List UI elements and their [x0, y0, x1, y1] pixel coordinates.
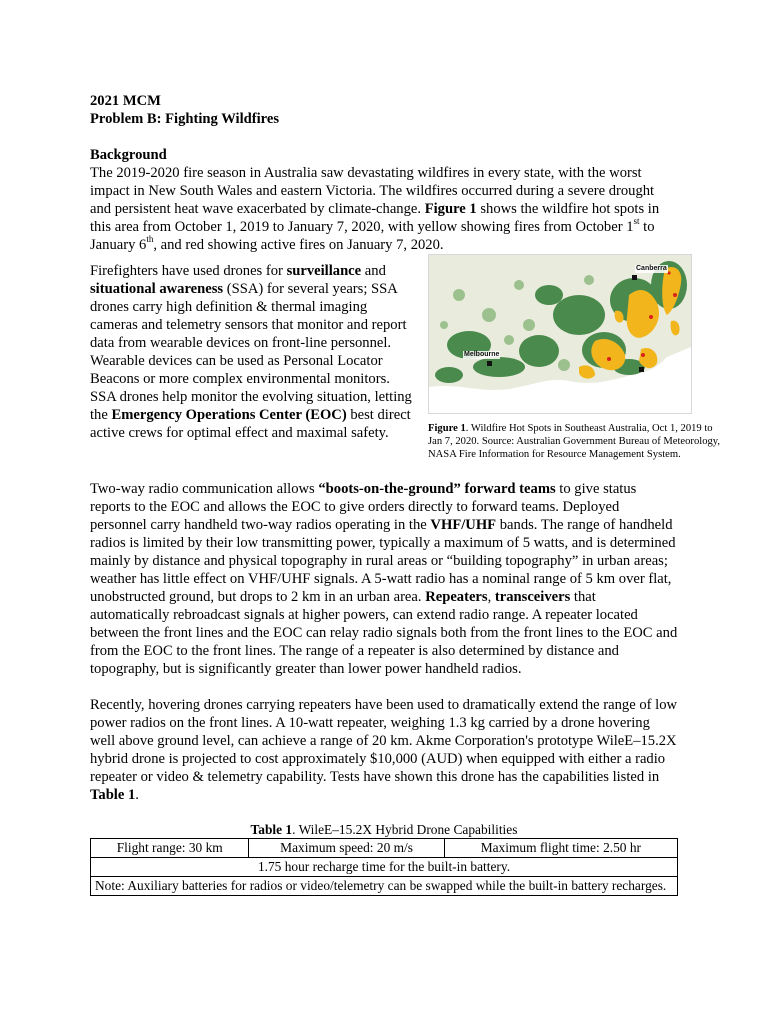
table-cell: Maximum flight time: 2.50 hr: [444, 839, 677, 858]
map-label-canberra: Canberra: [636, 265, 667, 272]
problem-title: Problem B: Fighting Wildfires: [90, 111, 280, 127]
ssa-paragraph: Firefighters have used drones for surveillance and situational awareness (SSA) for several years; SSA drones carry high definition & thermal imaging cameras and telemetry sensors that monitor and report data from wearable devices on front-line personnel. Wearable devices can be used as Personal Locator Beacons or more complex environmental monitors. SSA drones help monitor the evolving situation, letting the Emergency Operations Center (EOC) best direct active crews for optimal effect and maximal safety.: [90, 263, 412, 441]
wildfire-map: [428, 254, 692, 414]
table-row: [91, 858, 678, 877]
table-row: [91, 877, 678, 896]
ssa-section: [90, 254, 721, 480]
figure-1: [428, 254, 720, 461]
table-cell: 1.75 hour recharge time for the built-in battery.: [91, 858, 678, 877]
table-cell: Flight range: 30 km: [91, 839, 249, 858]
background-paragraph: The 2019-2020 fire season in Australia saw devastating wildfires in every state, with the worst impact in New South Wales and eastern Victoria. The wildfires occurred during a severe drought and persistent heat wave exacerbated by climate-change. Figure 1 shows the wildfire hot spots in this area from October 1, 2019 to January 7, 2020, with yellow showing fires from October 1st to January 6th, and red showing active fires on January 7, 2020.: [90, 165, 660, 253]
figure-caption: Figure 1. Wildfire Hot Spots in Southeast Australia, Oct 1, 2019 to Jan 7, 2020. Source: Australian Government Bureau of Meteorology, NASA Fire Information for Resource Management System.: [428, 423, 721, 460]
drones-paragraph: Recently, hovering drones carrying repeaters have been used to dramatically extend the range of low power radios on the front lines. A 10-watt repeater, weighing 1.3 kg carried by a drone hovering well above ground level, can achieve a range of 20 km. Akme Corporation's prototype WileE–15.2X hybrid drone is projected to cost approximately $10,000 (AUD) when equipped with either a radio repeater or video & telemetry capability. Tests have shown this drone has the capabilities listed in Table 1.: [90, 697, 678, 803]
background-heading: Background: [90, 147, 167, 163]
contest-title: 2021 MCM: [90, 93, 161, 109]
table-title: Table 1. WileE–15.2X Hybrid Drone Capabilities: [250, 822, 518, 837]
capabilities-table: [90, 838, 678, 896]
table-cell: Maximum speed: 20 m/s: [249, 839, 444, 858]
table-ref: Table 1: [90, 787, 136, 803]
wildfire-map-image: [429, 255, 691, 413]
map-label-melbourne: Melbourne: [464, 351, 500, 358]
table-note-cell: Note: Auxiliary batteries for radios or video/telemetry can be swapped while the built-in battery recharges.: [91, 877, 678, 896]
radio-paragraph: Two-way radio communication allows “boots-on-the-ground” forward teams to give status reports to the EOC and allows the EOC to give orders directly to forward teams. Deployed personnel carry handheld two-way radios operating in the VHF/UHF bands. The range of handheld radios is limited by their low transmitting power, typically a maximum of 5 watts, and is determined mainly by distance and physical topography in rural areas or “building topography” in urban areas; weather has little effect on VHF/UHF signals. A 5-watt radio has a nominal range of 5 km over flat, unobstructed ground, but drops to 2 km in an urban area. Repeaters, transceivers that automatically rebroadcast signals at higher powers, can extend radio range. A repeater located between the front lines and the EOC can relay radio signals both from the front lines to the EOC and from the EOC to the front lines. The range of a repeater is also determined by distance and topography, but is significantly greater than lower power handheld radios.: [90, 481, 678, 677]
document-page: [90, 92, 721, 896]
figure-ref: Figure 1: [424, 201, 477, 217]
table-row: [91, 839, 678, 858]
